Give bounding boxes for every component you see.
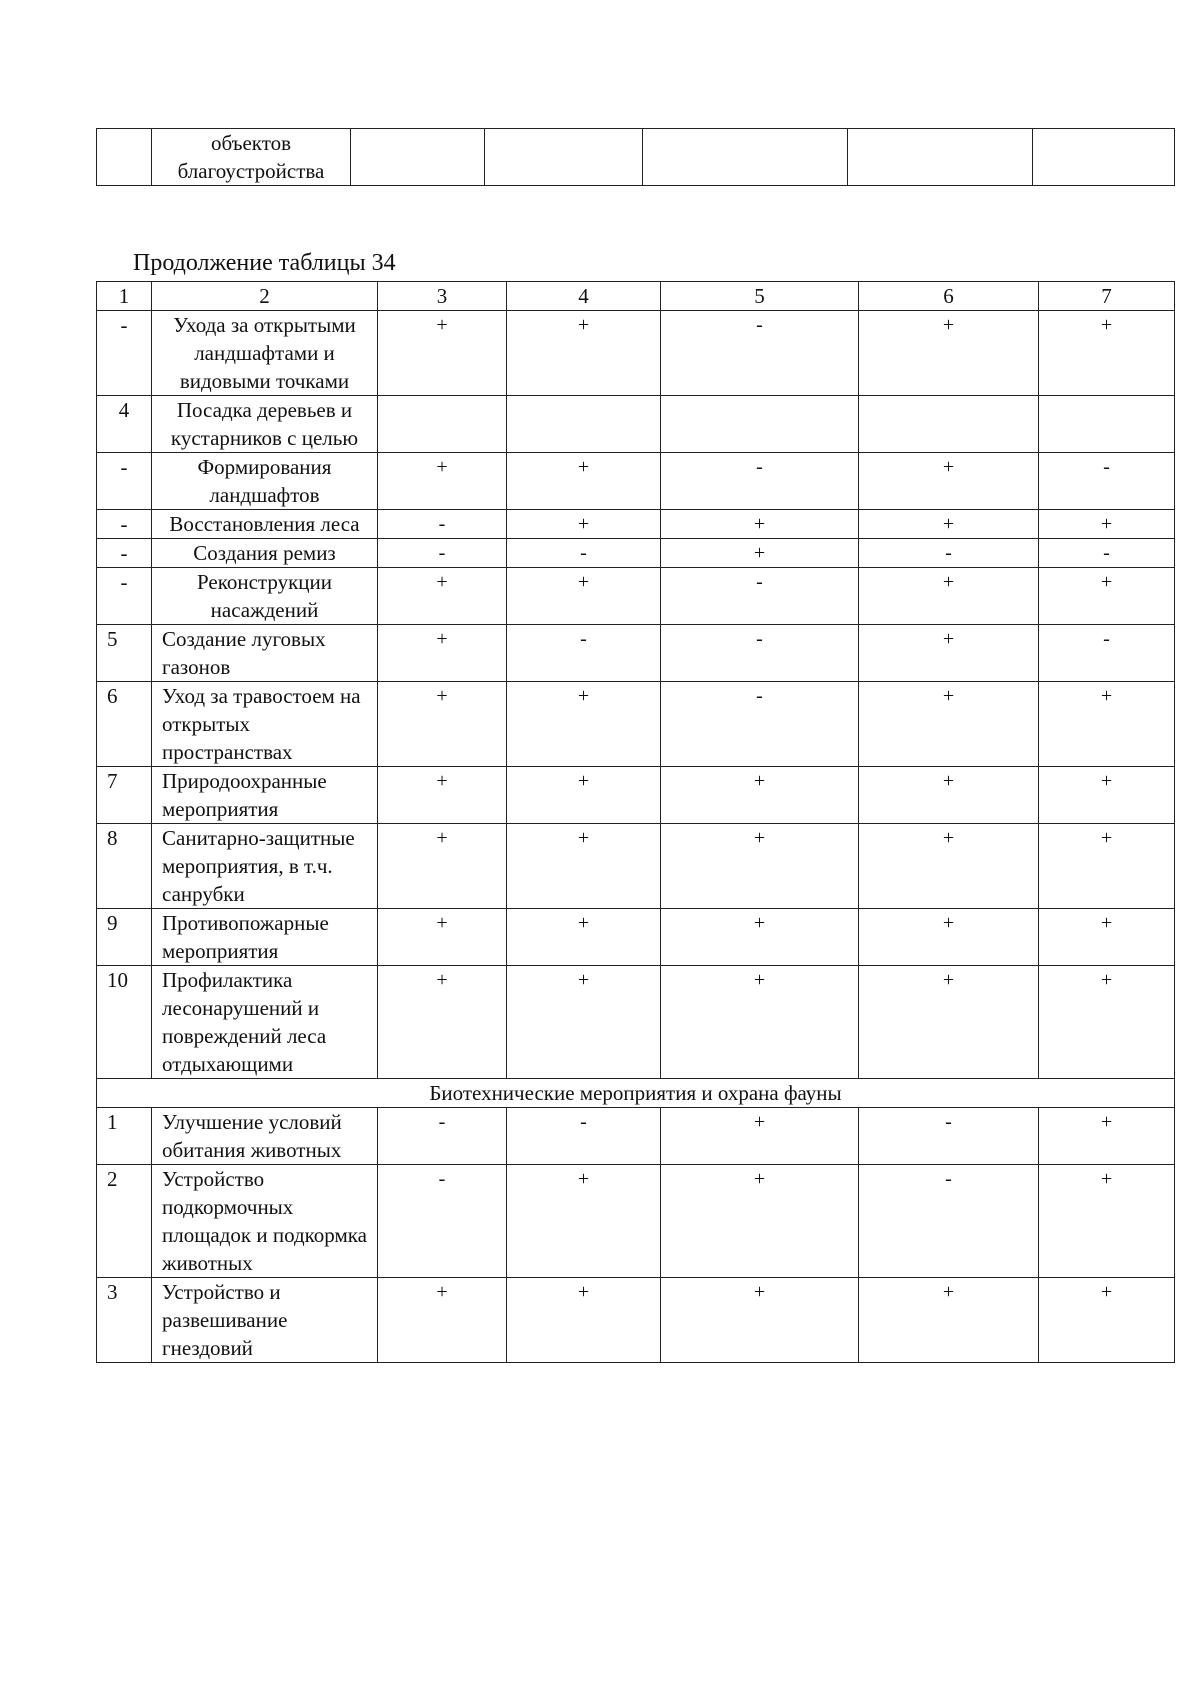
mark-cell: + <box>1039 966 1175 1079</box>
mark-cell: + <box>507 510 661 539</box>
row-number: 8 <box>97 824 152 909</box>
header-cell: 6 <box>859 282 1039 311</box>
table-row <box>97 129 1175 186</box>
section-title: Биотехнические мероприятия и охрана фауны <box>97 1079 1175 1108</box>
table-row <box>97 539 1175 568</box>
mark-cell: - <box>859 539 1039 568</box>
mark-cell: + <box>1039 568 1175 625</box>
mark-cell: - <box>661 453 859 510</box>
table-caption: Продолжение таблицы 34 <box>133 250 396 276</box>
mark-cell: + <box>378 1278 507 1363</box>
row-number: 4 <box>97 396 152 453</box>
mark-cell: + <box>507 966 661 1079</box>
mark-cell: - <box>507 625 661 682</box>
row-name: Улучшение условий обитания животных <box>152 1108 378 1165</box>
row-name: Создания ремиз <box>152 539 378 568</box>
row-name: Реконструкции насаждений <box>152 568 378 625</box>
table-row <box>97 396 1175 453</box>
table-row <box>97 824 1175 909</box>
row-number: 10 <box>97 966 152 1079</box>
table-row <box>97 625 1175 682</box>
mark-cell: + <box>1039 510 1175 539</box>
table-row <box>97 682 1175 767</box>
mark-cell: - <box>378 539 507 568</box>
table-row <box>97 909 1175 966</box>
row-name: Противопожарные мероприятия <box>152 909 378 966</box>
mark-cell: + <box>661 1108 859 1165</box>
mark-cell: + <box>1039 824 1175 909</box>
mark-cell: + <box>1039 767 1175 824</box>
mark-cell: + <box>661 1278 859 1363</box>
mark-cell: + <box>859 568 1039 625</box>
mark-cell: + <box>507 767 661 824</box>
mark-cell: + <box>378 453 507 510</box>
table-header-row <box>97 282 1175 311</box>
mark-cell: - <box>1039 453 1175 510</box>
mark-cell: + <box>378 311 507 396</box>
mark-cell: + <box>378 568 507 625</box>
mark-cell: + <box>661 1165 859 1278</box>
row-name: Создание луговых газонов <box>152 625 378 682</box>
table-row <box>97 1278 1175 1363</box>
mark-cell: - <box>378 1108 507 1165</box>
row-name: Уход за травостоем на открытых пространствах <box>152 682 378 767</box>
header-cell: 7 <box>1039 282 1175 311</box>
table-row <box>97 767 1175 824</box>
mark-cell: + <box>378 909 507 966</box>
mark-cell: + <box>859 966 1039 1079</box>
row-number: 9 <box>97 909 152 966</box>
table-row <box>97 568 1175 625</box>
mark-cell: + <box>1039 1108 1175 1165</box>
row-number: 2 <box>97 1165 152 1278</box>
mark-cell: - <box>378 510 507 539</box>
mark-cell: + <box>507 1278 661 1363</box>
table-row <box>97 453 1175 510</box>
table-cell <box>351 129 485 186</box>
mark-cell: + <box>859 824 1039 909</box>
mark-cell: - <box>1039 539 1175 568</box>
mark-cell: + <box>507 1165 661 1278</box>
table-row <box>97 1165 1175 1278</box>
mark-cell: + <box>661 966 859 1079</box>
mark-cell <box>378 396 507 453</box>
table-cell <box>97 129 152 186</box>
row-number: 5 <box>97 625 152 682</box>
mark-cell: + <box>1039 311 1175 396</box>
mark-cell: + <box>661 510 859 539</box>
row-number: 1 <box>97 1108 152 1165</box>
mark-cell: + <box>859 311 1039 396</box>
mark-cell: - <box>859 1165 1039 1278</box>
table-row <box>97 510 1175 539</box>
row-number: - <box>97 311 152 396</box>
continuation-table <box>96 281 1175 1363</box>
mark-cell: + <box>378 682 507 767</box>
mark-cell: + <box>859 767 1039 824</box>
mark-cell <box>859 396 1039 453</box>
mark-cell: - <box>507 1108 661 1165</box>
mark-cell: + <box>859 625 1039 682</box>
mark-cell: + <box>859 909 1039 966</box>
row-name: Посадка деревьев и кустарников с целью <box>152 396 378 453</box>
mark-cell: + <box>661 767 859 824</box>
mark-cell <box>507 396 661 453</box>
mark-cell: + <box>1039 1278 1175 1363</box>
mark-cell <box>661 396 859 453</box>
mark-cell: - <box>378 1165 507 1278</box>
header-cell: 4 <box>507 282 661 311</box>
mark-cell: + <box>378 767 507 824</box>
section-row <box>97 1079 1175 1108</box>
row-number: - <box>97 453 152 510</box>
mark-cell: - <box>507 539 661 568</box>
table-row <box>97 311 1175 396</box>
mark-cell: + <box>661 824 859 909</box>
table-cell <box>643 129 848 186</box>
mark-cell: + <box>661 909 859 966</box>
mark-cell: + <box>507 824 661 909</box>
mark-cell: + <box>661 539 859 568</box>
previous-table-fragment <box>96 128 1175 186</box>
row-name: Ухода за открытыми ландшафтами и видовыми точками <box>152 311 378 396</box>
table-row <box>97 1108 1175 1165</box>
mark-cell: + <box>507 568 661 625</box>
mark-cell: - <box>661 682 859 767</box>
row-number: 3 <box>97 1278 152 1363</box>
mark-cell <box>1039 396 1175 453</box>
mark-cell: + <box>507 682 661 767</box>
header-cell: 1 <box>97 282 152 311</box>
row-name: Восстановления леса <box>152 510 378 539</box>
mark-cell: + <box>1039 1165 1175 1278</box>
row-number: 6 <box>97 682 152 767</box>
mark-cell: - <box>661 625 859 682</box>
header-cell: 3 <box>378 282 507 311</box>
row-name: Природоохранные мероприятия <box>152 767 378 824</box>
mark-cell: + <box>378 966 507 1079</box>
mark-cell: + <box>507 311 661 396</box>
mark-cell: + <box>507 453 661 510</box>
mark-cell: + <box>859 682 1039 767</box>
mark-cell: + <box>378 824 507 909</box>
mark-cell: + <box>378 625 507 682</box>
row-name: Санитарно-защитные мероприятия, в т.ч. санрубки <box>152 824 378 909</box>
mark-cell: + <box>507 909 661 966</box>
table-cell <box>1033 129 1175 186</box>
mark-cell: - <box>661 568 859 625</box>
mark-cell: + <box>1039 682 1175 767</box>
row-name: Устройство и развешивание гнездовий <box>152 1278 378 1363</box>
mark-cell: + <box>859 1278 1039 1363</box>
mark-cell: + <box>1039 909 1175 966</box>
row-number: - <box>97 568 152 625</box>
header-cell: 5 <box>661 282 859 311</box>
mark-cell: + <box>859 453 1039 510</box>
table-cell <box>848 129 1033 186</box>
row-name: Устройство подкормочных площадок и подкормка животных <box>152 1165 378 1278</box>
row-number: - <box>97 539 152 568</box>
table-cell: объектов благоустройства <box>152 129 351 186</box>
row-name: Профилактика лесонарушений и повреждений леса отдыхающими <box>152 966 378 1079</box>
mark-cell: - <box>859 1108 1039 1165</box>
mark-cell: + <box>859 510 1039 539</box>
table-cell <box>485 129 643 186</box>
row-name: Формирования ландшафтов <box>152 453 378 510</box>
mark-cell: - <box>661 311 859 396</box>
row-number: 7 <box>97 767 152 824</box>
header-cell: 2 <box>152 282 378 311</box>
mark-cell: - <box>1039 625 1175 682</box>
table-row <box>97 966 1175 1079</box>
row-number: - <box>97 510 152 539</box>
